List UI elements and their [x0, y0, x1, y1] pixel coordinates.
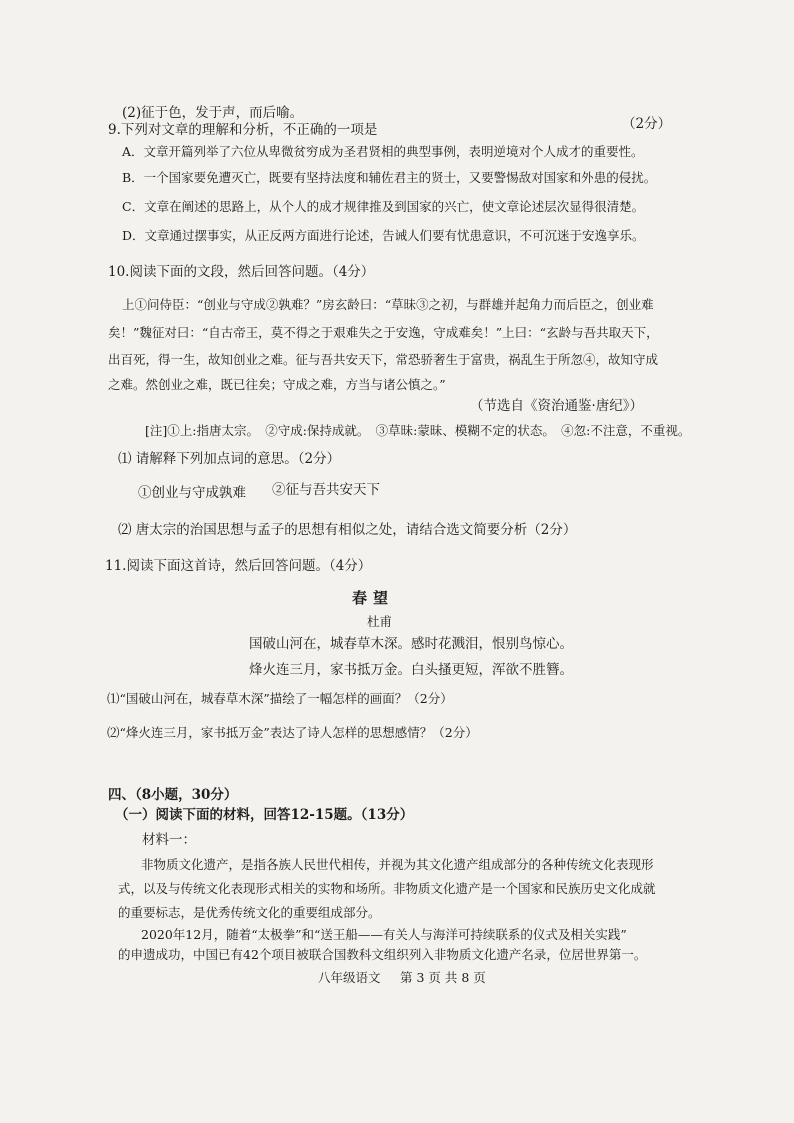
q10-source: （节选自《资治通鉴·唐纪》） [470, 398, 644, 414]
q10-item-2-text: ②征与吾共安天下 [272, 482, 380, 498]
footer-subject: 八年级语文 [318, 970, 381, 985]
section-4-part-1: （一）阅读下面的材料，回答12-15题。（13分） [115, 807, 414, 823]
poem-author: 杜甫 [367, 614, 393, 629]
q10-item-1 [138, 484, 246, 502]
material-para-1-line: 非物质文化遗产，是指各族人民世代相传，并视为其文化遗产组成部分的各种传统文化表现形 [141, 857, 654, 872]
q9-option-a: A．文章开篇列举了六位从卑微贫穷成为圣君贤相的典型事例，表明逆境对个人成才的重要性。 [122, 144, 644, 159]
q10-passage-line: 出百死，得一生，故知创业之难。征与吾共安天下，常恐骄奢生于富贵，祸乱生于所忽④，故知守成 [108, 352, 659, 367]
poem-line-1: 国破山河在，城春草木深。感时花溅泪，恨别鸟惊心。 [249, 636, 573, 652]
q10-sub1: ⑴ 请解释下列加点词的意思。（2分） [118, 451, 341, 467]
material-para-2-line: 2020年12月，随着“太极拳”和“送王船——有关人与海洋可持续联系的仪式及相关实践” [141, 927, 627, 942]
q9-option-c: C．文章在阐述的思路上，从个人的成才规律推及到国家的兴亡，使文章论述层次显得很清楚。 [122, 199, 645, 214]
q10-sub2: ⑵ 唐太宗的治国思想与孟子的思想有相似之处，请结合选文简要分析（2分） [118, 522, 577, 538]
footer-page-number: 第 3 页 共 8 页 [400, 970, 486, 985]
material-label: 材料一： [142, 832, 196, 848]
q10-passage-line: 上①问侍臣：“创业与守成②孰难？”房玄龄曰：“草昧③之初，与群雄并起角力而后臣之，创业难 [122, 297, 654, 312]
q10-item-2 [272, 481, 380, 499]
q8-tail: (2)征于色，发于声，而后喻。 [122, 105, 304, 121]
poem-title: 春望 [352, 589, 395, 607]
material-para-2-line: 的申遗成功，中国已有42个项目被联合国教科文组织列入非物质文化遗产名录，位居世界第一。 [118, 947, 647, 962]
q10-passage-line: 之难。然创业之难，既已往矣；守成之难，方当与诸公慎之。” [108, 377, 446, 392]
material-para-1-line: 式，以及与传统文化表现形式相关的实物和场所。非物质文化遗产是一个国家和民族历史文化成就 [118, 881, 656, 896]
q9-option-d: D．文章通过摆事实，从正反两方面进行论述，告诫人们要有忧患意识，不可沉迷于安逸享乐。 [122, 228, 645, 243]
q10-passage-line: 矣！”魏征对曰：“自古帝王，莫不得之于艰难失之于安逸，守成难矣！”上曰：“玄龄与吾共取天下， [108, 325, 659, 340]
q10-notes: [注]①上:指唐太宗。 ②守成:保持成就。 ③草昧:蒙昧、模糊不定的状态。 ④忽:不注意，不重视。 [145, 423, 691, 438]
q9-stem: 9.下列对文章的理解和分析，不正确的一项是 [108, 122, 378, 138]
q9-option-b: B．一个国家要免遭灭亡，既要有坚持法度和辅佐君主的贤士，又要警惕敌对国家和外患的侵扰。 [122, 170, 657, 185]
poem-line-2: 烽火连三月，家书抵万金。白头搔更短，浑欲不胜簪。 [249, 662, 573, 678]
q11-sub1: ⑴“国破山河在，城春草木深”描绘了一幅怎样的画面？（2分） [107, 691, 453, 706]
q11-sub2: ⑵“烽火连三月，家书抵万金”表达了诗人怎样的思想感情？（2分） [107, 725, 478, 740]
q10-stem: 10.阅读下面的文段，然后回答问题。（4分） [108, 264, 375, 280]
q9-score: （2分） [622, 116, 672, 132]
q10-item-1-text: ①创业与守成孰难 [138, 485, 246, 501]
q11-stem: 11.阅读下面这首诗，然后回答问题。（4分） [105, 558, 372, 574]
material-para-1-line: 的重要标志，是优秀传统文化的重要组成部分。 [118, 905, 381, 920]
section-4-heading: 四、（8小题，30分） [108, 787, 238, 803]
